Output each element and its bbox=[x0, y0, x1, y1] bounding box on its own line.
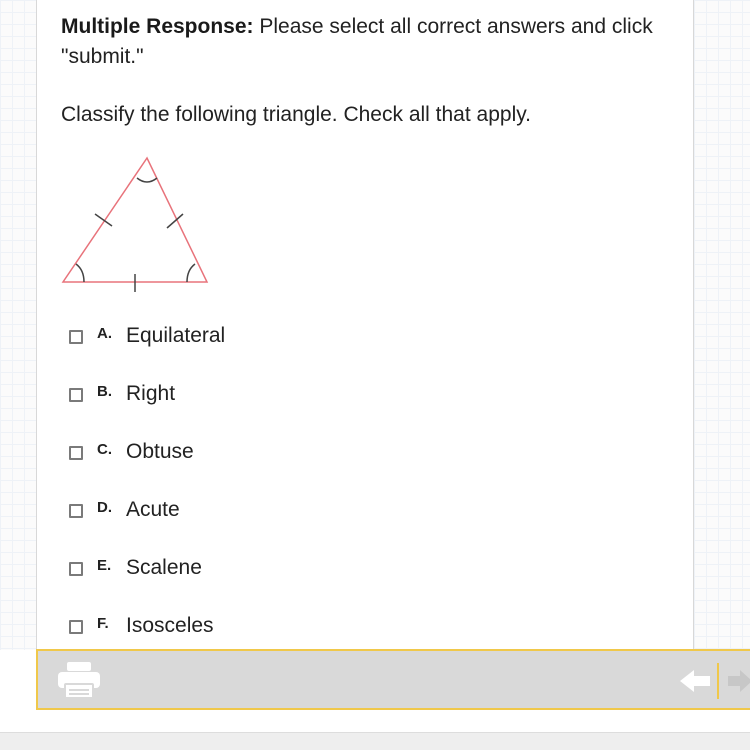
nav-divider bbox=[717, 663, 719, 699]
option-d[interactable] bbox=[69, 494, 489, 526]
option-f[interactable] bbox=[69, 610, 489, 642]
left-grid-background bbox=[0, 0, 36, 650]
option-b-checkbox[interactable] bbox=[69, 388, 83, 402]
option-b-letter: B. bbox=[97, 383, 112, 400]
option-c[interactable] bbox=[69, 436, 489, 468]
bottom-band bbox=[0, 732, 750, 750]
question-prompt: Classify the following triangle. Check all that apply. bbox=[61, 103, 532, 126]
option-a-checkbox[interactable] bbox=[69, 330, 83, 344]
option-e-letter: E. bbox=[97, 557, 112, 574]
footer-toolbar bbox=[36, 649, 750, 710]
option-f-checkbox[interactable] bbox=[69, 620, 83, 634]
angle-arc-top bbox=[137, 178, 157, 182]
option-e-checkbox[interactable] bbox=[69, 562, 83, 576]
print-icon[interactable] bbox=[56, 660, 102, 700]
option-f-letter: F. bbox=[97, 615, 109, 632]
option-a[interactable] bbox=[69, 320, 489, 352]
option-c-label[interactable]: Obtuse bbox=[126, 440, 194, 463]
option-d-label[interactable]: Acute bbox=[126, 498, 180, 521]
arrow-left-icon[interactable] bbox=[678, 667, 712, 695]
instructions bbox=[61, 12, 681, 72]
option-f-label[interactable]: Isosceles bbox=[126, 614, 214, 637]
question-card bbox=[36, 0, 694, 650]
option-b-label[interactable]: Right bbox=[126, 382, 176, 405]
option-e[interactable] bbox=[69, 552, 489, 584]
option-a-letter: A. bbox=[97, 325, 112, 342]
triangle-shape bbox=[63, 158, 207, 282]
instructions-text: Please select all correct answers and click "submit." bbox=[61, 15, 653, 68]
angle-arc-right bbox=[187, 264, 195, 282]
option-d-checkbox[interactable] bbox=[69, 504, 83, 518]
instructions-heading: Multiple Response: bbox=[61, 15, 254, 38]
option-b[interactable] bbox=[69, 378, 489, 410]
angle-arc-left bbox=[76, 264, 84, 282]
option-c-letter: C. bbox=[97, 441, 112, 458]
option-e-label[interactable]: Scalene bbox=[126, 556, 202, 579]
option-d-letter: D. bbox=[97, 499, 112, 516]
right-grid-background bbox=[694, 0, 750, 650]
bottom-strip bbox=[0, 710, 750, 750]
option-c-checkbox[interactable] bbox=[69, 446, 83, 460]
arrow-right-icon[interactable] bbox=[726, 667, 750, 695]
option-a-label[interactable]: Equilateral bbox=[126, 324, 226, 347]
triangle-figure bbox=[57, 152, 217, 292]
tick-mark-left-side bbox=[95, 214, 112, 226]
